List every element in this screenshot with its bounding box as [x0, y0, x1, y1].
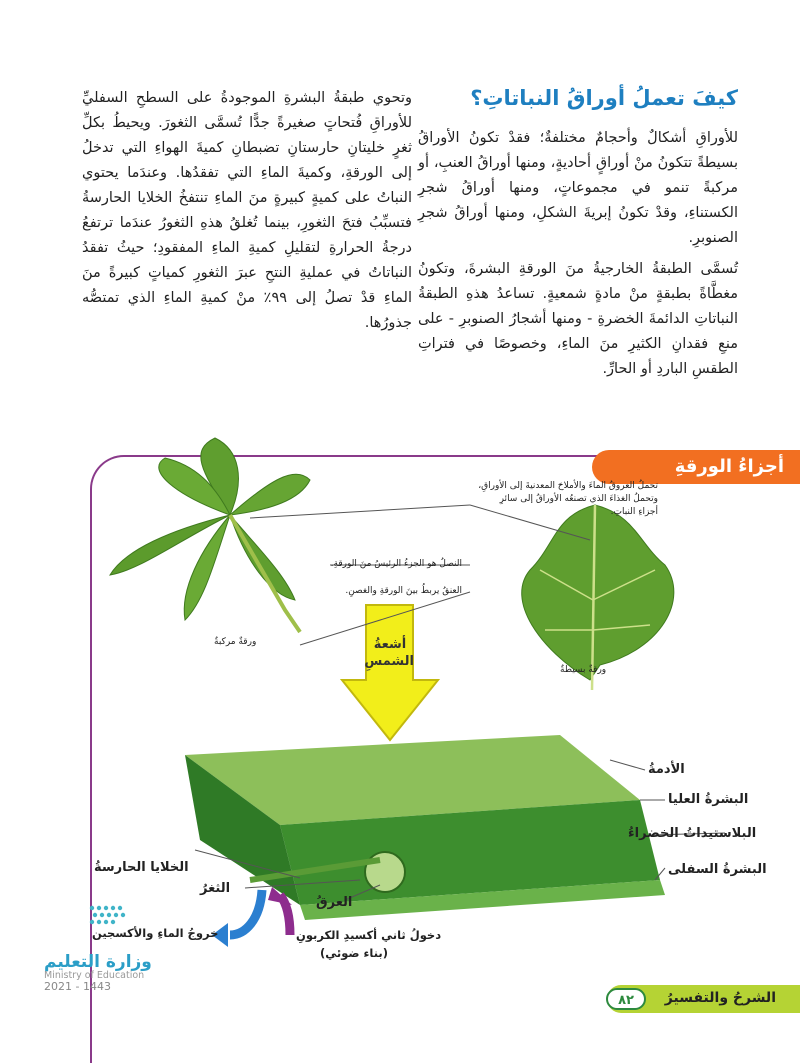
figure-title-tab: أجزاءُ الورقةِ	[592, 450, 800, 484]
petiole-description: العنقُ يربطُ بينَ الورقةِ والغصنِ.	[345, 586, 462, 596]
compound-leaf-image	[110, 438, 310, 632]
vein-label: العرقُ	[316, 895, 353, 910]
paragraph-leaf-shapes: للأوراقِ أشكالٌ وأحجامٌ مختلفةٌ؛ فقدْ تكونُ الأوراقُ بسيطةً تتكونُ منْ أوراقٍ أحاديةٍ، ومنها أوراقُ العنبِ، أو مركبةً تنمو في مجموعاتٍ، ومنها أوراقُ شجرِ الكستناءِ، وقدْ تكونُ إبريةَ الشكلِ، ومنها أوراقُ شجرِ الصنوبرِ.	[418, 130, 738, 246]
ministry-name-en: Ministry of Education	[44, 970, 145, 981]
sun-rays-label-line1: أشعةُ	[373, 637, 407, 652]
paragraph-stomata: وتحوي طبقةُ البشرةِ الموجودةُ على السطحِ السفليِّ للأوراقِ فُتحاتٍ صغيرةً جدًّا تُسمَّى الثغورَ. ويحيطُ بكلِّ ثغرٍ خليتانِ حارستانِ تضبطانِ كميةَ الهواءِ التي تدخلُ إلى الورقةِ، وكميةَ الماءِ التي تفقدُها. وعندَما يحتوي النباتُ على كميةٍ كبيرةٍ منَ الماءِ تنتفخُ الخلايا الحارسةُ فتسبِّبُ فتحَ الثغورِ، بينما تُغلقُ هذهِ الثغورُ عندَما ترتفعُ درجةُ الحرارةِ لتقليلِ كميةِ الماءِ المفقودِ؛ حيثُ تفقدُ النباتاتُ في عمليةِ النتحِ عبرَ الثغورِ كمياتٍ كبيرةً منَ الماءِ قدْ تصلُ إلى ٩٩٪ منْ كميةِ الماءِ الذي تمتصُّه جذورُها.	[82, 90, 412, 331]
guard-cells-label: الخلايا الحارسةُ	[94, 860, 189, 875]
simple-leaf-image	[522, 505, 674, 690]
photosynthesis-label: (بناء ضوئي)	[320, 946, 389, 960]
water-out-arrow-icon	[230, 890, 262, 935]
ministry-name-ar: وزارة التعليم	[44, 952, 152, 972]
leaf-cross-section-image	[185, 735, 665, 920]
edition-year: 2021 - 1443	[44, 980, 111, 993]
paragraph-epidermis: تُسمَّى الطبقةُ الخارجيةُ منَ الورقةِ البشرةَ، وتكونُ مغطَّاةً بطبقةٍ منْ مادةٍ شمعيةٍ. تساعدُ هذهِ الطبقةُ النباتاتِ الدائمةَ الخضرةِ - ومنها أشجارُ الصنوبرِ - على منعِ فقدانِ الكثيرِ منَ الماءِ، وخصوصًا في فتراتِ الطقسِ الباردِ أو الحارِّ.	[418, 261, 738, 377]
sun-rays-arrow-icon	[342, 605, 438, 740]
lower-epidermis-label: البشرةُ السفلى	[668, 862, 767, 877]
chloroplasts-label: البلاستيداتُ الخضراءُ	[628, 826, 757, 841]
dermis-label: الأدمةُ	[648, 762, 685, 777]
water-oxygen-out-label: خروجُ الماءِ والأكسجين	[92, 926, 219, 940]
page-number: ٨٢	[606, 988, 646, 1010]
co2-in-label: دخولُ ثاني أكسيدِ الكربونِ	[296, 928, 442, 942]
blade-description: النصلُ هو الجزءُ الرئيسُ منَ الورقةِ.	[330, 559, 462, 569]
sun-rays-label	[366, 636, 414, 670]
compound-leaf-caption: ورقةٌ مركبةٌ	[214, 637, 257, 647]
simple-leaf-caption: ورقةٌ بسيطةٌ	[560, 665, 607, 675]
section-heading: كيفَ تعملُ أوراقُ النباتاتِ؟	[470, 86, 738, 110]
upper-epidermis-label: البشرةُ العليا	[668, 792, 749, 807]
veins-description: تحملُ العروقُ الماءَ والأملاحَ المعدنيةَ إلى الأوراقِ، وتحملُ الغذاءَ الذي تصنعُه الأوراقُ إلى سائرِ أجزاءِ النباتِ.	[478, 481, 658, 517]
stoma-label: الثغرُ	[200, 881, 231, 896]
ministry-logo-icon	[90, 906, 125, 924]
footer-section-title: الشرحُ والتفسيرُ	[664, 990, 776, 1006]
sun-rays-label-line2: الشمسِ	[364, 654, 414, 669]
